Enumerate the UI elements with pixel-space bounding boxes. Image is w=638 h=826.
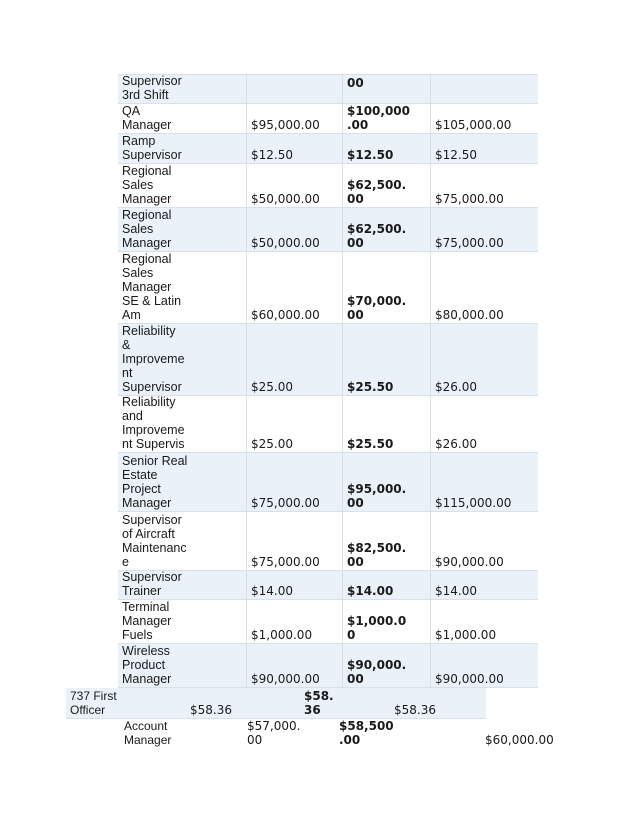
table-row	[118, 395, 538, 452]
mid-salary-cell: $70,000. 00	[342, 252, 430, 323]
low-salary-cell: $25.00	[246, 324, 342, 395]
mid-salary-cell: $12.50	[342, 134, 430, 163]
high-salary-cell: $1,000.00	[430, 600, 538, 643]
table-row	[118, 570, 538, 599]
table-row	[118, 511, 538, 570]
job-title-cell: 737 First Officer	[70, 689, 117, 717]
mid-salary-cell: $25.50	[342, 396, 430, 452]
high-salary-cell: $60,000.00	[485, 733, 554, 747]
high-salary-cell: $12.50	[430, 134, 538, 163]
mid-salary-cell: $58. 36	[304, 689, 334, 717]
job-title-cell: Account Manager	[124, 719, 172, 747]
mid-salary-cell: $14.00	[342, 571, 430, 599]
job-title-cell: Regional Sales Manager SE & Latin Am	[122, 252, 182, 322]
job-title-cell: Terminal Manager Fuels	[122, 600, 172, 642]
job-title-cell: Reliability and Improveme nt Supervis	[122, 395, 185, 451]
high-salary-cell: $115,000.00	[430, 453, 538, 511]
job-title-cell: Supervisor 3rd Shift	[122, 74, 182, 102]
high-salary-cell: $75,000.00	[430, 164, 538, 207]
job-title-cell: Senior Real Estate Project Manager	[122, 454, 188, 510]
mid-salary-cell: $58,500 .00	[339, 719, 394, 747]
low-salary-cell: $75,000.00	[246, 512, 342, 570]
high-salary-cell: $14.00	[430, 571, 538, 599]
low-salary-cell: $75,000.00	[246, 453, 342, 511]
low-salary-cell: $12.50	[246, 134, 342, 163]
job-title-cell: Supervisor of Aircraft Maintenanc e	[122, 513, 187, 569]
high-salary-cell	[430, 75, 538, 103]
low-salary-cell: $95,000.00	[246, 104, 342, 133]
high-salary-cell: $58.36	[394, 703, 436, 717]
low-salary-cell: $58.36	[190, 703, 232, 717]
job-title-cell: Regional Sales Manager	[122, 208, 172, 250]
table-row	[118, 207, 538, 251]
table-row	[118, 163, 538, 207]
high-salary-cell: $105,000.00	[430, 104, 538, 133]
low-salary-cell: $25.00	[246, 396, 342, 452]
table-row	[118, 103, 538, 133]
mid-salary-cell: $25.50	[342, 324, 430, 395]
job-title-cell: Regional Sales Manager	[122, 164, 172, 206]
table-row	[118, 323, 538, 395]
mid-salary-cell: $62,500. 00	[342, 164, 430, 207]
table-row	[118, 251, 538, 323]
low-salary-cell: $1,000.00	[246, 600, 342, 643]
mid-salary-cell: $100,000 .00	[342, 104, 430, 133]
salary-table-main	[118, 74, 538, 688]
high-salary-cell: $26.00	[430, 324, 538, 395]
first-officer-row	[66, 688, 486, 719]
table-row	[118, 643, 538, 688]
job-title-cell: Wireless Product Manager	[122, 644, 172, 686]
mid-salary-cell: $62,500. 00	[342, 208, 430, 251]
high-salary-cell: $80,000.00	[430, 252, 538, 323]
mid-salary-cell: $1,000.0 0	[342, 600, 430, 643]
low-salary-cell: $60,000.00	[246, 252, 342, 323]
low-salary-cell: $14.00	[246, 571, 342, 599]
low-salary-cell: $50,000.00	[246, 164, 342, 207]
mid-salary-cell: 00	[342, 75, 430, 103]
table-row	[118, 133, 538, 163]
mid-salary-cell: $82,500. 00	[342, 512, 430, 570]
high-salary-cell: $26.00	[430, 396, 538, 452]
job-title-cell: Supervisor Trainer	[122, 570, 182, 598]
high-salary-cell: $90,000.00	[430, 644, 538, 687]
low-salary-cell: $50,000.00	[246, 208, 342, 251]
table-row	[118, 452, 538, 511]
table-row	[118, 599, 538, 643]
job-title-cell: Ramp Supervisor	[122, 134, 182, 162]
mid-salary-cell: $95,000. 00	[342, 453, 430, 511]
low-salary-cell: $90,000.00	[246, 644, 342, 687]
low-salary-cell: $57,000. 00	[247, 719, 301, 747]
table-row	[118, 74, 538, 103]
low-salary-cell	[246, 75, 342, 103]
job-title-cell: Reliability & Improveme nt Supervisor	[122, 324, 185, 394]
mid-salary-cell: $90,000. 00	[342, 644, 430, 687]
high-salary-cell: $75,000.00	[430, 208, 538, 251]
job-title-cell: QA Manager	[122, 104, 172, 132]
high-salary-cell: $90,000.00	[430, 512, 538, 570]
